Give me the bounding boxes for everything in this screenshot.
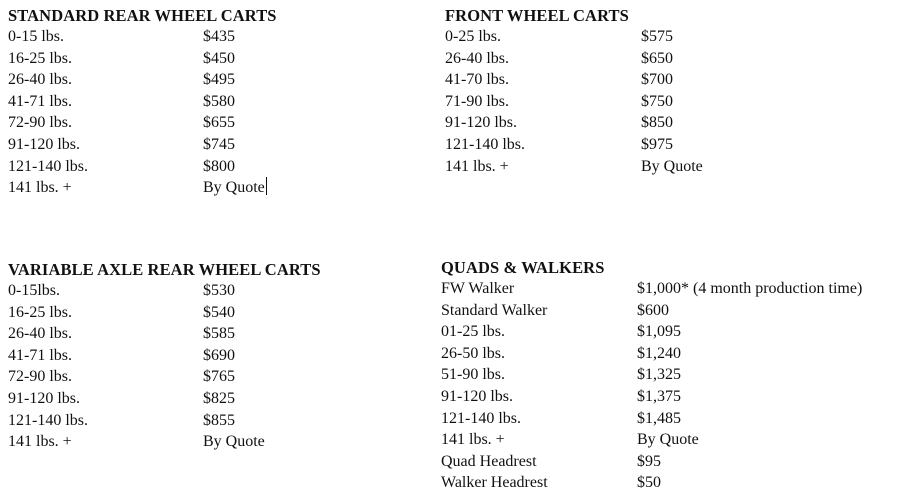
price-value: $690 [203,346,235,364]
weight-label: 141 lbs. + [445,157,509,175]
price-row [8,431,321,453]
price-value: $435 [203,28,235,45]
price-row [8,302,321,324]
item-label: 01-25 lbs. [441,323,505,341]
price-row [441,451,661,473]
price-row [8,48,277,70]
item-label: FW Walker [441,280,515,297]
price-row [445,26,673,48]
price-value: $585 [203,325,235,343]
price-value: $600 [637,301,669,319]
price-row [8,69,277,91]
weight-label: 71-90 lbs. [445,92,509,110]
weight-label: 141 lbs. + [8,433,72,451]
price-row [8,91,277,113]
price-value: $1,375 [637,387,681,405]
weight-label: 41-71 lbs. [8,92,72,110]
item-label: 26-50 lbs. [441,344,505,362]
weight-label: 121-140 lbs. [8,411,88,429]
price-row [441,364,681,386]
item-label: 51-90 lbs. [441,366,505,384]
price-row [8,410,321,432]
item-label: Quad Headrest [441,452,537,470]
weight-label: 0-15lbs. [8,282,60,299]
weight-label: 141 lbs. + [8,179,72,197]
price-value: $745 [203,135,235,153]
price-row [8,388,321,410]
price-row [441,429,699,451]
price-row [445,91,673,113]
price-row [8,177,277,199]
price-value: $50 [637,474,661,492]
price-value: $1,095 [637,323,681,341]
quads-and-walkers-section [441,258,863,494]
price-value: $530 [203,282,235,299]
price-row [441,386,681,408]
price-row [441,408,681,430]
item-label: Walker Headrest [441,474,548,492]
price-value: $1,325 [637,366,681,384]
price-value: $750 [641,92,673,110]
price-row [8,134,277,156]
section-title: VARIABLE AXLE REAR WHEEL CARTS [8,260,321,279]
weight-label: 121-140 lbs. [445,135,525,153]
text-cursor [266,177,267,195]
weight-label: 91-120 lbs. [445,114,517,132]
price-value-with-cursor[interactable] [203,177,267,199]
price-value: $1,485 [637,409,681,427]
weight-label: 16-25 lbs. [8,303,72,321]
weight-label: 41-71 lbs. [8,346,72,364]
front-wheel-carts-section [445,6,703,177]
weight-label: 26-40 lbs. [8,71,72,89]
weight-label: 26-40 lbs. [445,49,509,67]
weight-label: 121-140 lbs. [8,157,88,175]
variable-axle-rear-wheel-carts-section [8,260,321,453]
price-row [8,366,321,388]
section-title: QUADS & WALKERS [441,258,605,277]
price-value: $825 [203,389,235,407]
price-value: $580 [203,92,235,110]
price-row [441,343,681,365]
price-value: $1,000* (4 month production time) [637,280,863,297]
price-value: $655 [203,114,235,132]
section-title: STANDARD REAR WHEEL CARTS [8,6,277,25]
price-value: $450 [203,49,235,67]
price-value: $700 [641,71,673,89]
price-value: $850 [641,114,673,132]
price-value: $650 [641,49,673,67]
price-value: $495 [203,71,235,89]
price-row [8,323,321,345]
price-row [8,345,321,367]
weight-label: 72-90 lbs. [8,368,72,386]
price-row [441,472,661,494]
price-row [8,156,277,178]
weight-label: 91-120 lbs. [8,135,80,153]
item-label: 121-140 lbs. [441,409,521,427]
weight-label: 26-40 lbs. [8,325,72,343]
item-label: 141 lbs. + [441,431,505,449]
price-value: $765 [203,368,235,386]
weight-label: 72-90 lbs. [8,114,72,132]
price-value: By Quote [641,157,703,175]
standard-rear-wheel-carts-section [8,6,277,199]
price-row [441,300,669,322]
price-value: $1,240 [637,344,681,362]
price-value: $800 [203,157,235,175]
price-row [8,26,277,48]
price-row [445,48,673,70]
price-row [441,278,863,300]
weight-label: 16-25 lbs. [8,49,72,67]
price-row [445,134,673,156]
price-value: By Quote [637,431,699,449]
price-value: $855 [203,411,235,429]
weight-label: 91-120 lbs. [8,389,80,407]
price-value: By Quote [203,179,265,197]
section-title: FRONT WHEEL CARTS [445,6,629,25]
weight-label: 0-15 lbs. [8,28,64,45]
price-row [445,69,673,91]
price-value: $975 [641,135,673,153]
price-row [445,112,673,134]
weight-label: 0-25 lbs. [445,28,501,45]
item-label: 91-120 lbs. [441,387,513,405]
price-row [441,321,681,343]
price-value: By Quote [203,433,265,451]
price-row [445,156,703,178]
price-row [8,112,277,134]
weight-label: 41-70 lbs. [445,71,509,89]
price-value: $575 [641,28,673,45]
price-value: $540 [203,303,235,321]
item-label: Standard Walker [441,301,548,319]
price-value: $95 [637,452,661,470]
price-row [8,280,321,302]
